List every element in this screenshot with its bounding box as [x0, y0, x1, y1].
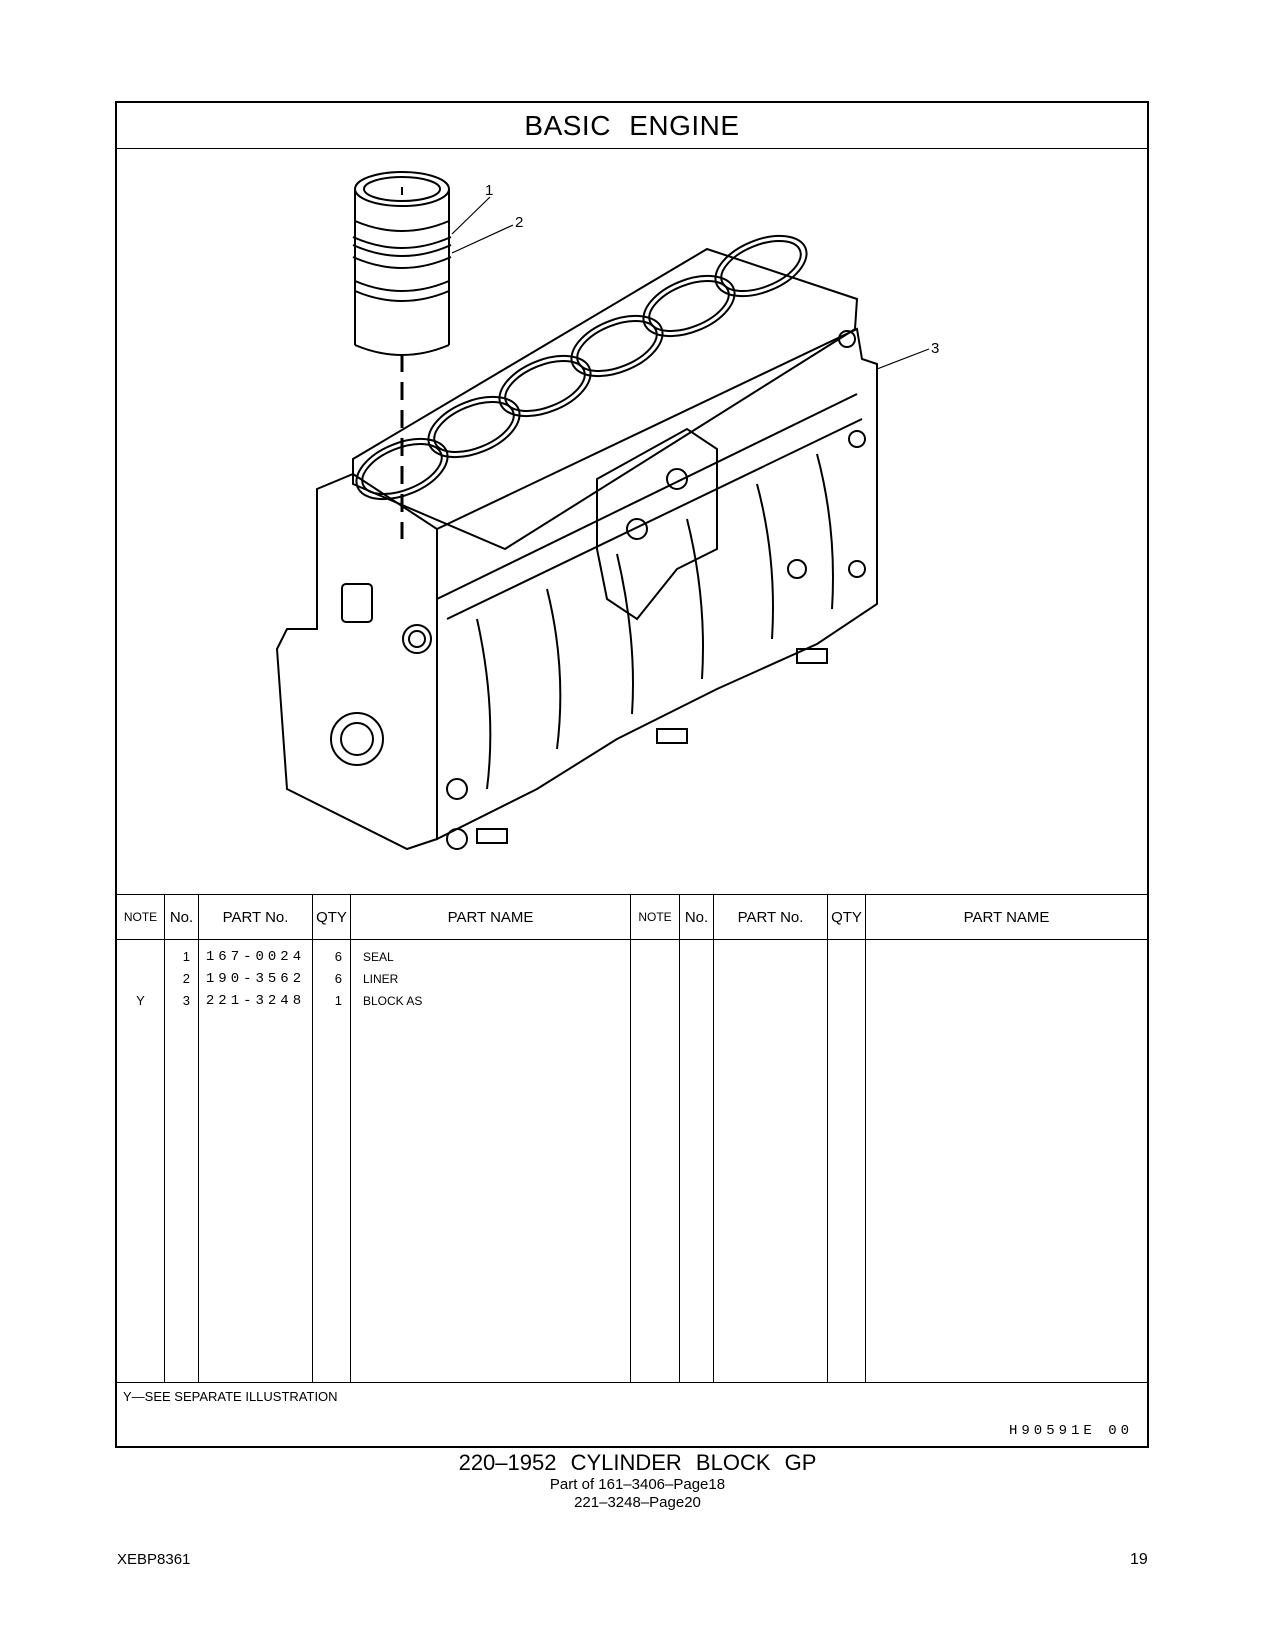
header-note-right: NOTE	[631, 895, 679, 940]
header-part-name-right: PART NAME	[866, 895, 1147, 940]
callout-2: 2	[515, 214, 524, 231]
callout-1: 1	[485, 182, 494, 199]
row-1-qty: 6	[334, 949, 342, 964]
row-1-no: 1	[182, 949, 190, 964]
header-part-no-right: PART No.	[714, 895, 827, 940]
col-no-left	[165, 895, 199, 1382]
parts-page-frame	[115, 101, 1149, 1448]
caption-line-1: Part of 161–3406–Page18	[549, 1476, 726, 1493]
row-2-part-name: LINER	[363, 972, 399, 986]
row-3-no: 3	[182, 993, 190, 1008]
row-2-qty: 6	[334, 971, 342, 986]
page-number: 19	[1130, 1551, 1148, 1568]
col-no-right	[680, 895, 714, 1382]
cylinder-block-illustration	[117, 149, 1147, 895]
header-qty: QTY	[313, 895, 350, 940]
col-note-right	[631, 895, 680, 1382]
footnote: Y—SEE SEPARATE ILLUSTRATION	[123, 1389, 338, 1404]
callout-3: 3	[931, 340, 940, 357]
document-id: XEBP8361	[117, 1551, 191, 1568]
row-2-no: 2	[182, 971, 190, 986]
row-1-part-name: SEAL	[363, 950, 394, 964]
col-part-no-left	[199, 895, 313, 1382]
row-1-part-no: 167-0024	[205, 949, 306, 965]
col-part-no-right	[714, 895, 828, 1382]
header-no-right: No.	[680, 895, 713, 940]
row-3-part-name: BLOCK AS	[363, 994, 423, 1008]
header-qty-right: QTY	[828, 895, 865, 940]
col-part-name-right	[866, 895, 1147, 1382]
caption-title: 220–1952 CYLINDER BLOCK GP	[458, 1450, 817, 1475]
row-3-note: Y	[136, 993, 145, 1008]
row-2-note	[117, 968, 164, 990]
header-no: No.	[165, 895, 198, 940]
row-2-part-no: 190-3562	[205, 971, 306, 987]
col-qty-right	[828, 895, 866, 1382]
header-part-name: PART NAME	[351, 895, 630, 940]
col-qty-left	[313, 895, 351, 1382]
col-part-name-left	[351, 895, 631, 1382]
section-title: BASIC ENGINE	[117, 103, 1147, 149]
header-part-no: PART No.	[199, 895, 312, 940]
header-note: NOTE	[117, 895, 164, 940]
row-1-note	[117, 946, 164, 968]
caption-line-2: 221–3248–Page20	[574, 1494, 701, 1511]
parts-list-table	[117, 895, 1147, 1383]
row-3-qty: 1	[334, 993, 342, 1008]
row-3-part-no: 221-3248	[205, 993, 306, 1009]
reference-code: H90591E 00	[1008, 1423, 1133, 1439]
col-note-left	[117, 895, 165, 1382]
engine-block-drawing	[117, 149, 1147, 893]
